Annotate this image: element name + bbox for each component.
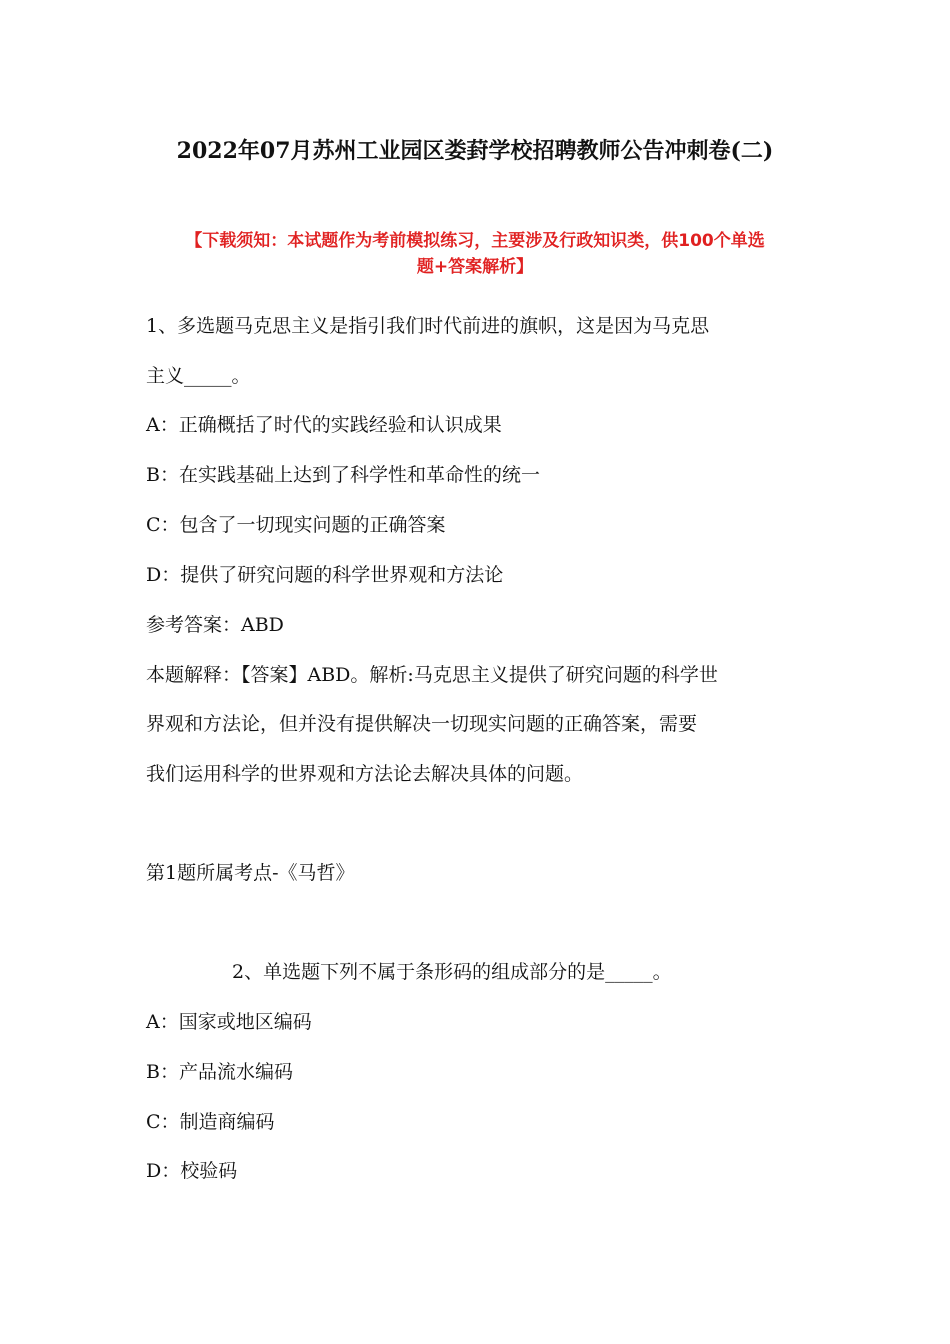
question-1-option-d: D：提供了研究问题的科学世界观和方法论 <box>146 564 504 586</box>
question-2-option-a: A：国家或地区编码 <box>146 1011 312 1033</box>
question-2-option-d: D：校验码 <box>146 1160 238 1182</box>
download-notice <box>140 228 810 280</box>
question-1-option-c: C：包含了一切现实问题的正确答案 <box>146 514 446 536</box>
question-2-stem: 2、单选题下列不属于条形码的组成部分的是_____。 <box>232 961 672 983</box>
download-notice-line-1: 【下载须知：本试题作为考前模拟练习，主要涉及行政知识类，供100个单选 <box>185 231 765 251</box>
question-1-option-b: B：在实践基础上达到了科学性和革命性的统一 <box>146 464 540 486</box>
question-1-option-a: A：正确概括了时代的实践经验和认识成果 <box>146 414 502 436</box>
question-1-topic: 第1题所属考点-《马哲》 <box>146 862 355 884</box>
question-2-option-b: B：产品流水编码 <box>146 1061 293 1083</box>
question-1-stem-line-2: 主义_____。 <box>146 365 251 387</box>
question-1-explanation-line-1: 本题解释：【答案】ABD。解析:马克思主义提供了研究问题的科学世 <box>146 664 718 686</box>
question-1-answer: 参考答案：ABD <box>146 614 284 636</box>
download-notice-line-2: 题+答案解析】 <box>416 257 534 277</box>
question-2-option-c: C：制造商编码 <box>146 1111 275 1133</box>
document-title: 2022年07月苏州工业园区娄葑学校招聘教师公告冲刺卷(二) <box>176 138 774 164</box>
question-1-explanation-line-3: 我们运用科学的世界观和方法论去解决具体的问题。 <box>146 763 584 785</box>
question-1-stem-line-1: 1、多选题马克思主义是指引我们时代前进的旗帜，这是因为马克思 <box>146 315 710 337</box>
question-1-explanation-line-2: 界观和方法论，但并没有提供解决一切现实问题的正确答案，需要 <box>146 713 698 735</box>
